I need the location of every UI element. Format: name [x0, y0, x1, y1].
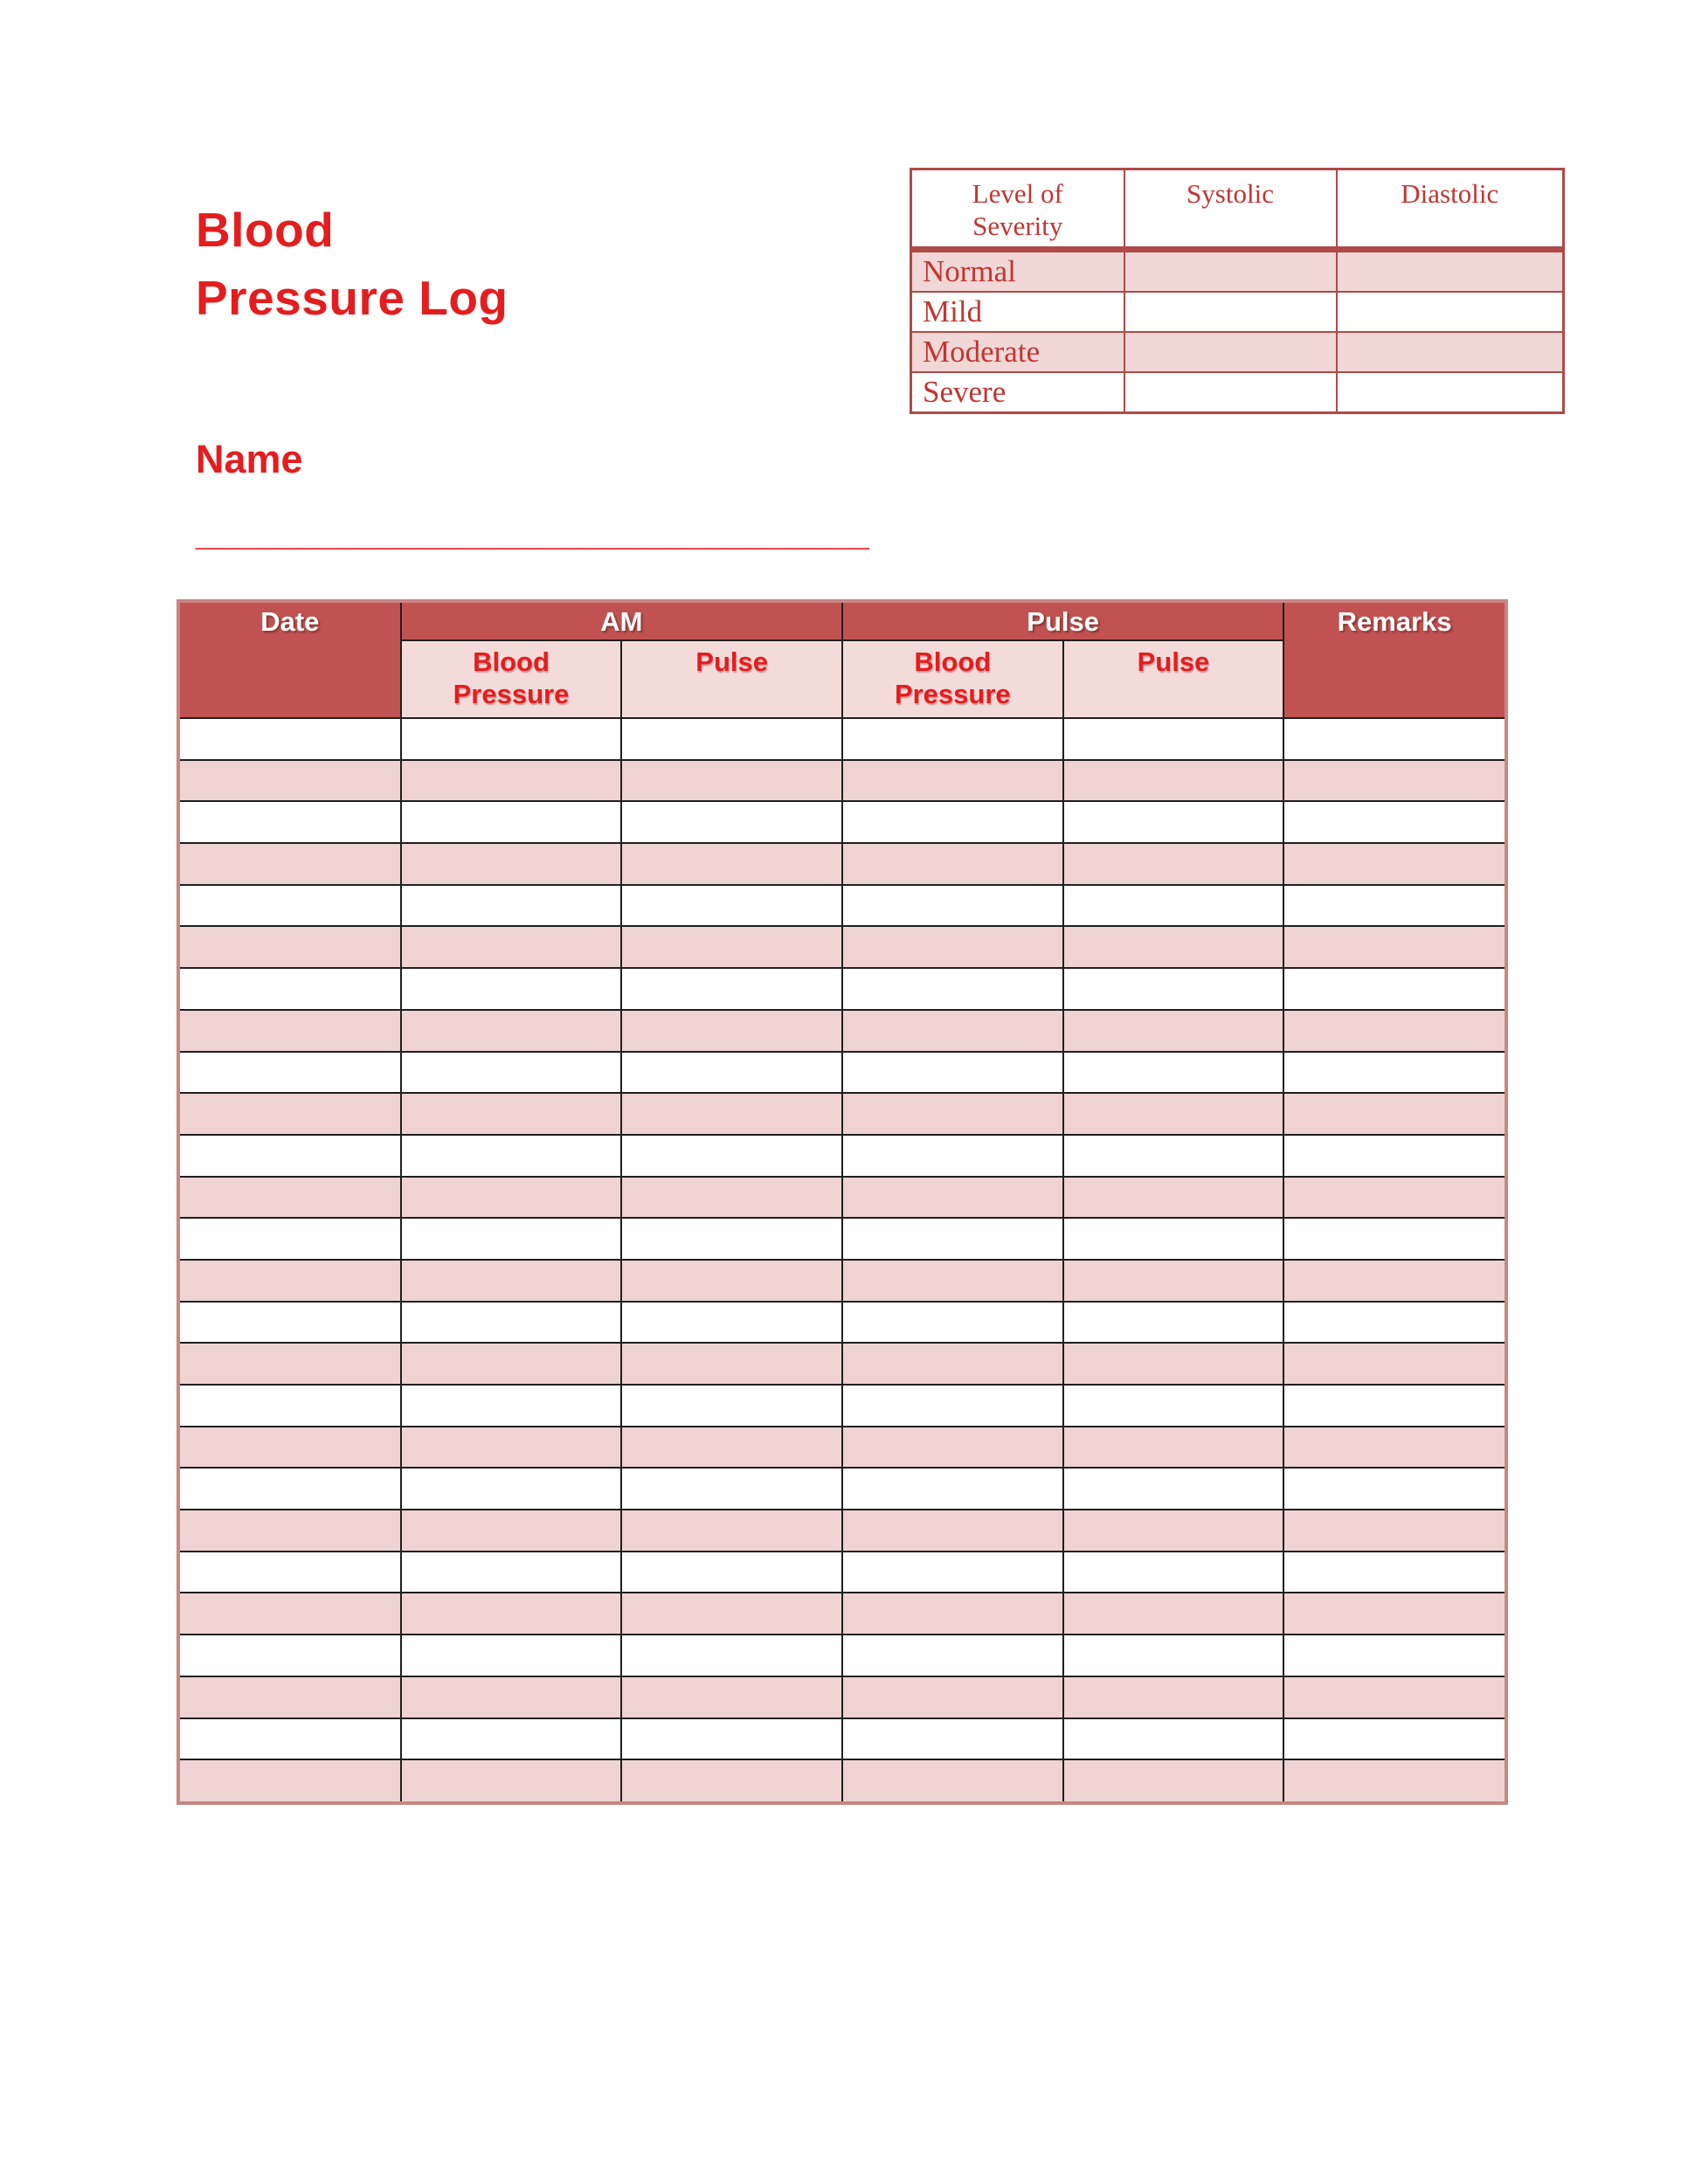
log-row: [180, 1177, 1505, 1219]
log-cell: [1063, 1468, 1284, 1510]
severity-reference-table: [910, 168, 1565, 414]
log-cell: [842, 885, 1063, 927]
log-cell: [842, 1676, 1063, 1718]
log-cell: [842, 801, 1063, 843]
severity-systolic-value: [1124, 250, 1337, 293]
log-cell: [1283, 1510, 1505, 1552]
log-row: [180, 926, 1505, 968]
log-cell: [842, 1635, 1063, 1676]
severity-table-body: [911, 250, 1564, 413]
log-row: [180, 1718, 1505, 1760]
log-cell: [842, 1510, 1063, 1552]
log-cell: [1063, 1260, 1284, 1302]
log-cell: [401, 1385, 622, 1427]
log-cell: [1063, 1635, 1284, 1676]
bp-log-table-frame: [176, 599, 1508, 1805]
log-cell: [180, 1260, 401, 1302]
severity-header-level: Level of Severity: [911, 169, 1124, 250]
log-cell: [401, 1343, 622, 1385]
log-row: [180, 885, 1505, 927]
log-cell: [842, 1759, 1063, 1801]
log-cell: [1063, 1093, 1284, 1135]
log-row: [180, 1593, 1505, 1635]
log-cell: [621, 1218, 842, 1260]
log-cell: [1283, 1218, 1505, 1260]
log-cell: [1283, 760, 1505, 802]
log-cell: [401, 1010, 622, 1052]
pm-pulse-header: Pulse: [1063, 640, 1284, 718]
log-cell: [180, 1510, 401, 1552]
log-cell: [1063, 1718, 1284, 1760]
log-cell: [621, 885, 842, 927]
name-label: Name: [196, 437, 303, 481]
page-title-line1: Blood: [196, 203, 335, 257]
log-cell: [1283, 1385, 1505, 1427]
log-cell: [401, 1676, 622, 1718]
severity-row-severe: [911, 372, 1564, 413]
log-cell: [180, 1427, 401, 1469]
log-cell: [1063, 1759, 1284, 1801]
log-cell: [180, 843, 401, 885]
log-cell: [1063, 1177, 1284, 1219]
log-cell: [1283, 1260, 1505, 1302]
log-cell: [401, 1052, 622, 1094]
log-row: [180, 1510, 1505, 1552]
log-cell: [842, 1385, 1063, 1427]
log-cell: [621, 1135, 842, 1177]
log-row: [180, 1635, 1505, 1676]
name-blank-line: _________________________________: [196, 512, 869, 553]
log-cell: [842, 1218, 1063, 1260]
log-header-group-row: [180, 603, 1505, 640]
log-cell: [1283, 1593, 1505, 1635]
log-cell: [1283, 1093, 1505, 1135]
page-title-line2: Pressure Log: [196, 271, 508, 325]
severity-diastolic-value: [1337, 292, 1564, 332]
page-title: [196, 196, 508, 332]
log-cell: [1283, 1343, 1505, 1385]
log-cell: [842, 1135, 1063, 1177]
log-row: [180, 760, 1505, 802]
log-cell: [1283, 1552, 1505, 1593]
am-pulse-header: Pulse: [621, 640, 842, 718]
severity-header-row: [911, 169, 1564, 250]
log-cell: [842, 1552, 1063, 1593]
log-cell: [180, 1385, 401, 1427]
log-cell: [1283, 926, 1505, 968]
log-cell: [1063, 1427, 1284, 1469]
log-cell: [621, 1093, 842, 1135]
log-table-body: [180, 718, 1505, 1801]
log-cell: [621, 1552, 842, 1593]
log-cell: [401, 1468, 622, 1510]
log-row: [180, 1759, 1505, 1801]
log-cell: [842, 1427, 1063, 1469]
log-cell: [401, 1427, 622, 1469]
log-cell: [1063, 1010, 1284, 1052]
log-cell: [621, 1718, 842, 1760]
log-cell: [1063, 843, 1284, 885]
log-cell: [180, 968, 401, 1010]
log-cell: [1283, 1302, 1505, 1344]
log-cell: [621, 926, 842, 968]
log-cell: [180, 1135, 401, 1177]
severity-row-moderate: [911, 332, 1564, 372]
log-cell: [1063, 885, 1284, 927]
log-cell: [842, 760, 1063, 802]
log-cell: [180, 801, 401, 843]
log-row: [180, 1260, 1505, 1302]
log-cell: [401, 1718, 622, 1760]
log-cell: [621, 1510, 842, 1552]
log-cell: [1063, 1552, 1284, 1593]
log-cell: [1283, 1759, 1505, 1801]
log-cell: [842, 1052, 1063, 1094]
log-cell: [1063, 1135, 1284, 1177]
log-cell: [401, 1218, 622, 1260]
date-column-header: Date: [180, 603, 401, 718]
log-row: [180, 843, 1505, 885]
log-cell: [1283, 968, 1505, 1010]
log-cell: [842, 1593, 1063, 1635]
log-row: [180, 1427, 1505, 1469]
log-cell: [180, 718, 401, 760]
log-cell: [842, 718, 1063, 760]
log-cell: [180, 1218, 401, 1260]
severity-level-label: Moderate: [911, 332, 1124, 372]
remarks-column-header: Remarks: [1283, 603, 1505, 718]
log-cell: [842, 968, 1063, 1010]
severity-row-normal: [911, 250, 1564, 293]
log-cell: [1063, 718, 1284, 760]
bp-log-table: [180, 603, 1505, 1801]
log-cell: [842, 843, 1063, 885]
log-cell: [180, 1759, 401, 1801]
log-cell: [1283, 843, 1505, 885]
log-cell: [401, 1593, 622, 1635]
log-cell: [180, 1010, 401, 1052]
log-cell: [401, 1260, 622, 1302]
log-cell: [1063, 1218, 1284, 1260]
severity-level-label: Mild: [911, 292, 1124, 332]
severity-header-diastolic: Diastolic: [1337, 169, 1564, 250]
log-cell: [621, 1260, 842, 1302]
log-cell: [180, 1093, 401, 1135]
log-cell: [842, 1010, 1063, 1052]
log-cell: [180, 1593, 401, 1635]
pulse-group-header: Pulse: [842, 603, 1283, 640]
log-cell: [621, 1635, 842, 1676]
log-cell: [180, 1552, 401, 1593]
severity-level-label: Normal: [911, 250, 1124, 293]
log-cell: [1063, 760, 1284, 802]
log-cell: [1063, 801, 1284, 843]
log-cell: [180, 1676, 401, 1718]
log-cell: [1063, 1302, 1284, 1344]
log-cell: [1063, 1343, 1284, 1385]
log-cell: [401, 885, 622, 927]
log-cell: [401, 801, 622, 843]
log-cell: [621, 1010, 842, 1052]
log-row: [180, 718, 1505, 760]
log-cell: [180, 760, 401, 802]
log-cell: [1063, 1593, 1284, 1635]
log-cell: [1063, 1052, 1284, 1094]
log-cell: [401, 1135, 622, 1177]
log-cell: [401, 843, 622, 885]
log-cell: [1283, 1427, 1505, 1469]
log-cell: [401, 760, 622, 802]
log-row: [180, 1302, 1505, 1344]
log-row: [180, 1218, 1505, 1260]
severity-header-systolic: Systolic: [1124, 169, 1337, 250]
log-row: [180, 801, 1505, 843]
log-cell: [621, 968, 842, 1010]
log-cell: [1283, 1052, 1505, 1094]
log-cell: [842, 1260, 1063, 1302]
log-cell: [180, 1635, 401, 1676]
log-cell: [621, 1385, 842, 1427]
log-cell: [401, 1552, 622, 1593]
log-row: [180, 1385, 1505, 1427]
severity-systolic-value: [1124, 292, 1337, 332]
am-blood-pressure-header: Blood Pressure: [401, 640, 622, 718]
log-cell: [621, 1052, 842, 1094]
log-cell: [842, 1718, 1063, 1760]
log-cell: [1063, 1385, 1284, 1427]
log-row: [180, 1468, 1505, 1510]
log-row: [180, 1343, 1505, 1385]
log-cell: [401, 926, 622, 968]
log-cell: [621, 1468, 842, 1510]
log-cell: [180, 1718, 401, 1760]
log-cell: [621, 1177, 842, 1219]
log-cell: [401, 1635, 622, 1676]
log-cell: [180, 1343, 401, 1385]
log-cell: [842, 1302, 1063, 1344]
log-cell: [180, 1468, 401, 1510]
log-row: [180, 1052, 1505, 1094]
log-cell: [401, 1302, 622, 1344]
log-cell: [621, 1427, 842, 1469]
log-cell: [842, 1343, 1063, 1385]
pm-blood-pressure-header: Blood Pressure: [842, 640, 1063, 718]
log-cell: [401, 1177, 622, 1219]
log-cell: [621, 1676, 842, 1718]
log-cell: [1283, 1468, 1505, 1510]
log-cell: [1283, 1135, 1505, 1177]
log-cell: [1283, 801, 1505, 843]
log-row: [180, 1552, 1505, 1593]
log-cell: [401, 1759, 622, 1801]
log-cell: [842, 1177, 1063, 1219]
log-cell: [401, 968, 622, 1010]
log-cell: [1283, 1635, 1505, 1676]
log-cell: [1063, 1510, 1284, 1552]
log-cell: [1283, 1676, 1505, 1718]
log-cell: [180, 1177, 401, 1219]
severity-level-label: Severe: [911, 372, 1124, 413]
severity-row-mild: [911, 292, 1564, 332]
severity-systolic-value: [1124, 332, 1337, 372]
log-cell: [842, 1093, 1063, 1135]
log-cell: [621, 1759, 842, 1801]
log-cell: [842, 1468, 1063, 1510]
log-row: [180, 1010, 1505, 1052]
log-cell: [621, 843, 842, 885]
log-cell: [1283, 1177, 1505, 1219]
severity-systolic-value: [1124, 372, 1337, 413]
log-cell: [1283, 1718, 1505, 1760]
log-row: [180, 1093, 1505, 1135]
log-cell: [621, 718, 842, 760]
log-cell: [401, 1510, 622, 1552]
log-cell: [842, 926, 1063, 968]
log-cell: [180, 885, 401, 927]
log-row: [180, 968, 1505, 1010]
severity-diastolic-value: [1337, 372, 1564, 413]
log-row: [180, 1676, 1505, 1718]
log-cell: [180, 1052, 401, 1094]
severity-diastolic-value: [1337, 250, 1564, 293]
log-cell: [401, 1093, 622, 1135]
log-cell: [621, 1593, 842, 1635]
log-cell: [1063, 926, 1284, 968]
log-cell: [1063, 968, 1284, 1010]
log-row: [180, 1135, 1505, 1177]
log-cell: [180, 926, 401, 968]
log-cell: [621, 801, 842, 843]
log-cell: [621, 1302, 842, 1344]
log-cell: [1283, 885, 1505, 927]
log-cell: [621, 760, 842, 802]
severity-diastolic-value: [1337, 332, 1564, 372]
log-cell: [621, 1343, 842, 1385]
log-cell: [1283, 718, 1505, 760]
am-group-header: AM: [401, 603, 842, 640]
log-cell: [180, 1302, 401, 1344]
log-cell: [1063, 1676, 1284, 1718]
log-cell: [1283, 1010, 1505, 1052]
log-cell: [401, 718, 622, 760]
